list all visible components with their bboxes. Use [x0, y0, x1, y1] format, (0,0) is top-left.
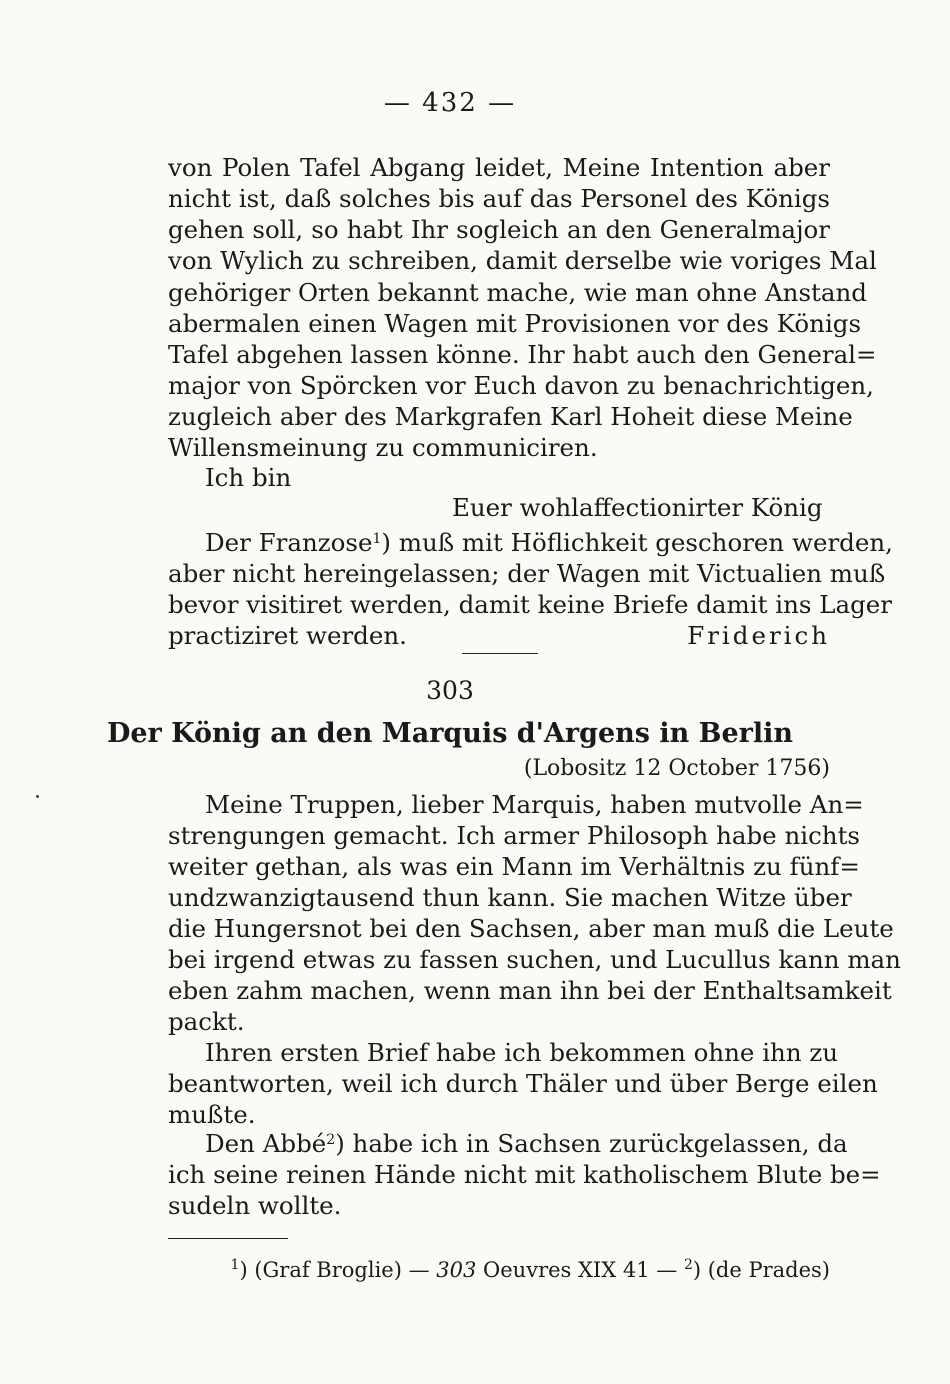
text-line: Ihren ersten Brief habe ich bekommen ohne ihn zu [205, 1038, 839, 1067]
letter-dateline: (Lobositz 12 October 1756) [523, 756, 830, 781]
signature: Friderich [687, 621, 830, 650]
text-line: Meine Truppen, lieber Marquis, haben mutvolle An= [205, 790, 864, 819]
text-line: packt. [168, 1007, 245, 1036]
text-line: bei irgend etwas zu fassen suchen, und Lucullus kann man [168, 945, 901, 974]
letter-heading: Der König an den Marquis d'Argens in Berlin [106, 718, 794, 749]
text-line: eben zahm machen, wenn man ihn bei der Enthaltsamkeit [168, 976, 892, 1005]
footnote-mark: 2 [326, 1132, 336, 1148]
text-line: practiziret werden. [168, 621, 407, 650]
text-line: major von Spörcken vor Euch davon zu benachrichtigen, [168, 371, 874, 400]
section-divider [462, 653, 538, 654]
text-line: sudeln wollte. [168, 1191, 342, 1220]
closing-formula: Euer wohlaffectionirter König [452, 493, 823, 522]
closing-phrase: Ich bin [205, 463, 292, 492]
text-line: ich seine reinen Hände nicht mit katholischem Blute be= [168, 1160, 881, 1189]
footnote-mark: 1 [372, 531, 382, 547]
footnotes: $^1$) (Graf Broglie) — 303 Oeuvres XIX 41 — $^2$) (de Prades) [230, 1257, 830, 1282]
footnote-ref-number: 303 [436, 1258, 477, 1282]
text-line: nicht ist, daß solches bis auf das Personel des Königs [168, 184, 830, 213]
text-line: mußte. [168, 1100, 256, 1129]
text-line: weiter gethan, als was ein Mann im Verhältnis zu fünf= [168, 852, 860, 881]
text-line: Der Franzose$^1$) muß mit Höflichkeit geschoren werden, [205, 528, 893, 557]
letter-number: 303 [426, 676, 474, 705]
text-line: beantworten, weil ich durch Thäler und über Berge eilen [168, 1069, 878, 1098]
page-number: — 432 — [383, 88, 517, 118]
text-line: die Hungersnot bei den Sachsen, aber man muß die Leute [168, 914, 894, 943]
text-line: gehen soll, so habt Ihr sogleich an den Generalmajor [168, 215, 830, 244]
footnote-mark: 1 [230, 1257, 240, 1273]
text-line: von Polen Tafel Abgang leidet, Meine Intention aber [168, 153, 830, 182]
text-line: undzwanzigtausend thun kann. Sie machen Witze über [168, 883, 852, 912]
text-line: Tafel abgehen lassen könne. Ihr habt auch den General= [168, 340, 877, 369]
text-line: bevor visitiret werden, damit keine Briefe damit ins Lager [168, 590, 892, 619]
text-line: Willensmeinung zu communiciren. [168, 433, 598, 462]
text-line: abermalen einen Wagen mit Provisionen vor des Königs [168, 309, 862, 338]
paper-speck [36, 795, 39, 798]
footnote-rule [168, 1238, 288, 1239]
text-line: Den Abbé$^2$) habe ich in Sachsen zurückgelassen, da [205, 1129, 848, 1158]
text-line: gehöriger Orten bekannt mache, wie man ohne Anstand [168, 278, 867, 307]
text-line: aber nicht hereingelassen; der Wagen mit Victualien muß [168, 559, 886, 588]
text-line: strengungen gemacht. Ich armer Philosoph habe nichts [168, 821, 861, 850]
text-line: von Wylich zu schreiben, damit derselbe wie voriges Mal [168, 246, 877, 275]
footnote-mark: 2 [683, 1257, 693, 1273]
text-line: zugleich aber des Markgrafen Karl Hoheit diese Meine [168, 402, 853, 431]
